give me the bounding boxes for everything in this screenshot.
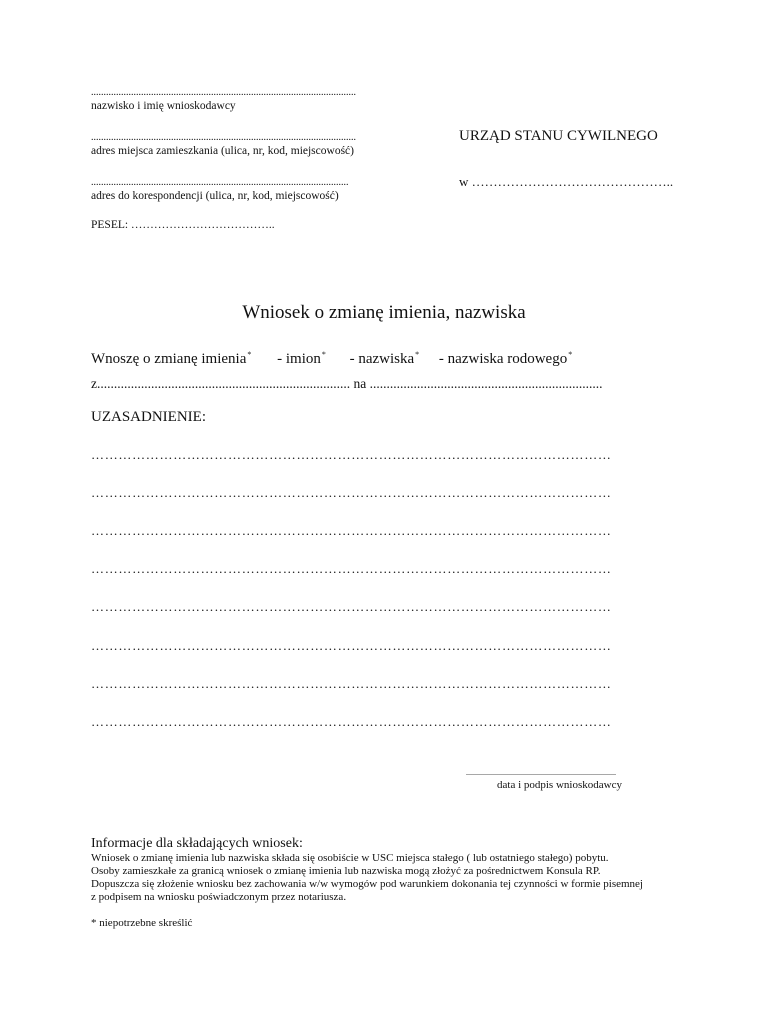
office-name: URZĄD STANU CYWILNEGO	[459, 128, 658, 144]
info-line: Wniosek o zmianę imienia lub nazwiska składa się osobiście w USC miejsca stałego ( lub ostatniego stałego) pobytu.	[91, 852, 609, 864]
applicant-name-line[interactable]: ..........................................................................................................	[91, 87, 356, 98]
info-line: Osoby zamieszkałe za granicą wniosek o zmianę imienia lub nazwiska mogą złożyć za pośrednictwem Konsula RP.	[91, 865, 601, 877]
justification-line[interactable]: ……………………………………………………………………………………………………	[91, 599, 612, 614]
applicant-name-caption: nazwisko i imię wnioskodawcy	[91, 100, 236, 112]
applicant-address-line[interactable]: ..........................................................................................................	[91, 132, 356, 143]
info-heading: Informacje dla składających wniosek:	[91, 836, 303, 851]
info-line: Dopuszcza się złożenie wniosku bez zachowania w/w wymogów pod warunkiem dokonania tej czynności w formie pisemnej	[91, 878, 643, 890]
request-lead: Wnoszę o zmianę imienia	[91, 351, 247, 367]
correspondence-address-caption: adres do korespondencji (ulica, nr, kod, miejscowość)	[91, 190, 339, 202]
option-first-names[interactable]: - imion	[277, 351, 321, 367]
footnote: * niepotrzebne skreślić	[91, 917, 193, 929]
from-to-line[interactable]: z........................................................................... na .....................................................................	[91, 376, 603, 391]
justification-line[interactable]: ……………………………………………………………………………………………………	[91, 447, 612, 462]
justification-line[interactable]: ……………………………………………………………………………………………………	[91, 714, 612, 729]
footnote-marker: *	[321, 350, 326, 359]
office-location-line[interactable]: w ………………………………………..	[459, 174, 674, 189]
footnote-marker: *	[415, 350, 420, 359]
justification-line[interactable]: ……………………………………………………………………………………………………	[91, 676, 612, 691]
signature-line[interactable]: ...........................................................................	[466, 768, 616, 777]
correspondence-address-line[interactable]: .......................................................................................................	[91, 177, 349, 188]
pesel-field[interactable]: PESEL: ………………………………..	[91, 219, 275, 231]
option-family-name[interactable]: - nazwiska rodowego	[438, 351, 568, 367]
footnote-marker: *	[568, 350, 573, 359]
justification-line[interactable]: ……………………………………………………………………………………………………	[91, 485, 612, 500]
option-surname[interactable]: - nazwiska	[349, 351, 415, 367]
justification-line[interactable]: ……………………………………………………………………………………………………	[91, 523, 612, 538]
justification-heading: UZASADNIENIE:	[91, 409, 206, 425]
applicant-address-caption: adres miejsca zamieszkania (ulica, nr, kod, miejscowość)	[91, 145, 354, 157]
document-title: Wniosek o zmianę imienia, nazwiska	[242, 302, 526, 323]
justification-line[interactable]: ……………………………………………………………………………………………………	[91, 638, 612, 653]
footnote-marker: *	[247, 350, 252, 359]
info-line: z podpisem na wniosku poświadczonym przez notariusza.	[91, 891, 347, 903]
signature-caption: data i podpis wnioskodawcy	[497, 779, 622, 791]
request-line	[91, 346, 572, 368]
justification-line[interactable]: ……………………………………………………………………………………………………	[91, 561, 612, 576]
